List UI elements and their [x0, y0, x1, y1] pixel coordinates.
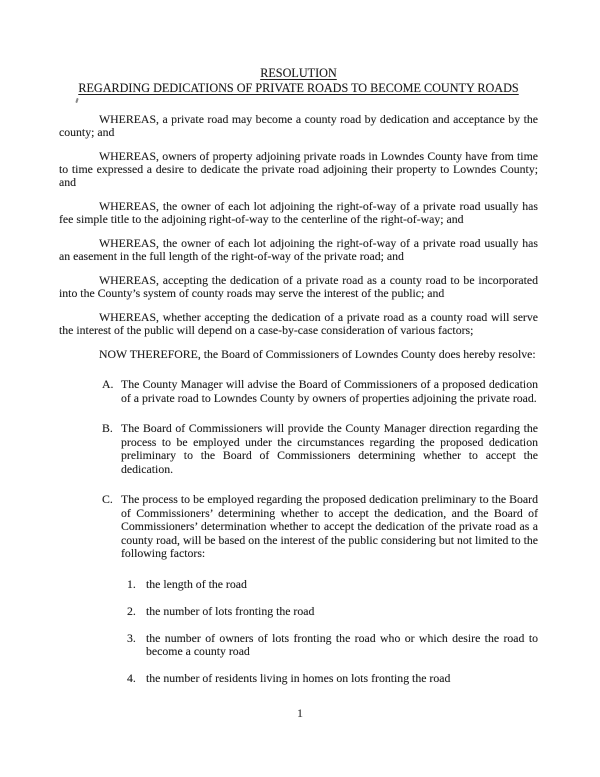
item-text: the length of the road — [146, 576, 247, 591]
item-marker: 4. — [127, 670, 136, 685]
item-marker: 2. — [127, 603, 136, 618]
item-text: The County Manager will advise the Board of Commissioners of a proposed dedication of a private road to Lowndes County by owners of properties adjoining the private road. — [121, 377, 538, 405]
numbered-item-1 — [127, 578, 538, 591]
lettered-item-c — [102, 493, 538, 561]
item-text: The Board of Commissioners will provide the County Manager direction regarding the process to be employed under the circumstances regarding the proposed dedication preliminary to the Board of Commissioners determining whether to accept the dedication. — [121, 421, 538, 476]
item-text: the number of residents living in homes on lots fronting the road — [146, 670, 451, 685]
page-number: 1 — [297, 706, 303, 720]
item-marker: 3. — [127, 630, 136, 645]
document-title: RESOLUTION — [260, 66, 337, 80]
numbered-item-4 — [127, 672, 538, 685]
paragraph-whereas-3: WHEREAS, the owner of each lot adjoining the right-of-way of a private road usually has fee simple title to the adjoining right-of-way to the centerline of the right-of-way; and — [59, 199, 538, 226]
item-marker: A. — [102, 377, 114, 391]
paragraph-whereas-4: WHEREAS, the owner of each lot adjoining the right-of-way of a private road usually has an easement in the full length of the right-of-way of the private road; and — [59, 236, 538, 263]
document-subtitle: REGARDING DEDICATIONS OF PRIVATE ROADS TO BECOME COUNTY ROADS — [78, 81, 519, 95]
paragraph-whereas-6: WHEREAS, whether accepting the dedication of a private road as a county road will serve the interest of the public will depend on a case-by-case consideration of various factors; — [59, 310, 538, 337]
paragraph-whereas-2: WHEREAS, owners of property adjoining private roads in Lowndes County have from time to time expressed a desire to dedicate the private road adjoining their property to Lowndes County; and — [59, 149, 538, 189]
item-text: the number of lots fronting the road — [146, 603, 315, 618]
paragraph-now-therefore: NOW THEREFORE, the Board of Commissioners of Lowndes County does hereby resolve: — [99, 347, 536, 361]
document-title-block — [59, 66, 538, 96]
lettered-item-b — [102, 422, 538, 476]
item-text: the number of owners of lots fronting the road who or which desire the road to become a county road — [146, 630, 538, 658]
numbered-item-2 — [127, 605, 538, 618]
item-marker: 1. — [127, 576, 136, 591]
item-text: The process to be employed regarding the proposed dedication preliminary to the Board of Commissioners’ determining whether to accept the dedication, and the Board of Commissioners’ determination whether to accept the dedication of the private road as a county road, will be based on the interest of the public considering but not limited to the following factors: — [121, 492, 538, 560]
item-marker: C. — [102, 492, 113, 506]
numbered-item-3 — [127, 632, 538, 658]
paragraph-whereas-1: WHEREAS, a private road may become a county road by dedication and acceptance by the county; and — [59, 112, 538, 139]
lettered-item-a — [102, 378, 538, 405]
scan-artifact-speck — [75, 98, 78, 103]
paragraph-whereas-5: WHEREAS, accepting the dedication of a private road as a county road to be incorporated into the County’s system of county roads may serve the interest of the public; and — [59, 273, 538, 300]
item-marker: B. — [102, 421, 113, 435]
